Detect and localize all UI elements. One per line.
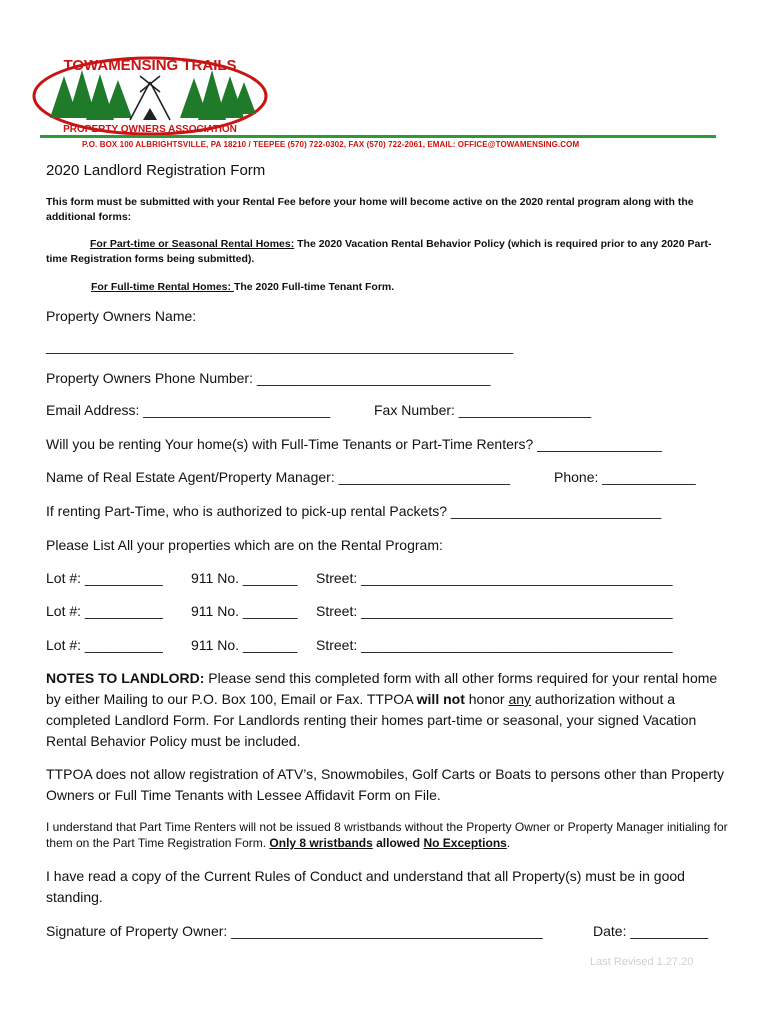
street-field[interactable]: Street: ________________________________________	[316, 637, 673, 653]
lot-field[interactable]: Lot #: __________	[46, 570, 163, 586]
towamensing-logo	[30, 52, 270, 138]
notes-text-1: Please send this completed form with all other forms required for your rental home by either Mailing to our P.O. Box 100, Email or Fax. TTPOA	[46, 670, 718, 707]
agent-name-field[interactable]: Name of Real Estate Agent/Property Manager: ______________________	[46, 469, 510, 485]
list-properties-label: Please List All your properties which are on the Rental Program:	[46, 537, 443, 553]
lot-field[interactable]: Lot #: __________	[46, 637, 163, 653]
allowed-text: allowed	[372, 836, 424, 850]
any-emphasis: any	[508, 691, 532, 707]
parttime-text: The 2020 Vacation Rental Behavior Policy (which is required prior to any 2020 Part-time Registration forms being submitted).	[46, 238, 712, 265]
date-field[interactable]: Date: __________	[593, 923, 709, 939]
911-number-field[interactable]: 911 No. _______	[191, 603, 298, 619]
will-not-emphasis: will not	[416, 691, 465, 707]
address-line: P.O. BOX 100 ALBRIGHTSVILLE, PA 18210 / TEEPEE (570) 722-0302, FAX (570) 722-2061, EMAIL: OFFICE@TOWAMENSING.COM	[82, 140, 580, 149]
fulltime-text: The 2020 Full-time Tenant Form.	[233, 281, 395, 293]
last-revised: Last Revised 1.27.20	[590, 956, 694, 968]
lot-field[interactable]: Lot #: __________	[46, 603, 163, 619]
owners-phone-field[interactable]: Property Owners Phone Number: ______________________________	[46, 370, 491, 386]
ttpoa-vehicle-policy: TTPOA does not allow registration of ATV’s, Snowmobiles, Golf Carts or Boats to persons other than Property Owners or Full Time Tenants with Lessee Affidavit Form on File.	[46, 766, 725, 803]
only-8-wristbands: Only 8 wristbands	[269, 836, 373, 850]
email-field[interactable]: Email Address: ________________________	[46, 402, 331, 418]
signature-field[interactable]: Signature of Property Owner: ________________________________________	[46, 923, 543, 939]
no-exceptions: No Exceptions	[423, 836, 507, 850]
notes-to-landlord	[46, 668, 726, 752]
period: .	[506, 836, 511, 850]
notes-text-3: authorization without a completed Landlord Form. For Landlords renting their homes part-time or seasonal, your signed Vacation Rental Behavior Policy must be included.	[46, 691, 697, 749]
owners-name-field[interactable]: ____________________________________________________________	[46, 338, 514, 354]
parttime-label: For Part-time or Seasonal Rental Homes:	[90, 238, 295, 250]
intro-text: This form must be submitted with your Rental Fee before your home will become active on the 2020 rental program along with the additional forms:	[46, 196, 694, 223]
wristband-policy	[46, 819, 736, 851]
parttime-requirement	[46, 237, 716, 267]
street-field[interactable]: Street: ________________________________________	[316, 570, 673, 586]
notes-text-2: honor	[464, 691, 509, 707]
wristband-text: I understand that Part Time Renters will not be issued 8 wristbands without the Property Owner or Property Manager initialing for them on the Part Time Registration Form.	[46, 820, 728, 850]
fax-field[interactable]: Fax Number: _________________	[374, 402, 592, 418]
street-field[interactable]: Street: ________________________________________	[316, 603, 673, 619]
header-rule	[40, 135, 716, 138]
911-number-field[interactable]: 911 No. _______	[191, 637, 298, 653]
owners-name-label: Property Owners Name:	[46, 308, 197, 324]
renting-type-field[interactable]: Will you be renting Your home(s) with Full-Time Tenants or Part-Time Renters? ________________	[46, 436, 662, 452]
911-number-field[interactable]: 911 No. _______	[191, 570, 298, 586]
pickup-authorized-field[interactable]: If renting Part-Time, who is authorized to pick-up rental Packets? ___________________________	[46, 503, 662, 519]
notes-heading: NOTES TO LANDLORD:	[46, 670, 205, 686]
agent-phone-field[interactable]: Phone: ____________	[554, 469, 696, 485]
form-title: 2020 Landlord Registration Form	[46, 162, 266, 179]
logo-top-text: TOWAMENSING TRAILS	[63, 57, 237, 74]
fulltime-requirement	[91, 280, 394, 295]
fulltime-label: For Full-time Rental Homes:	[91, 281, 234, 293]
logo-bottom-text: PROPERTY OWNERS ASSOCIATION	[63, 124, 237, 135]
rules-acknowledgement: I have read a copy of the Current Rules of Conduct and understand that all Property(s) must be in good standing.	[46, 868, 685, 905]
